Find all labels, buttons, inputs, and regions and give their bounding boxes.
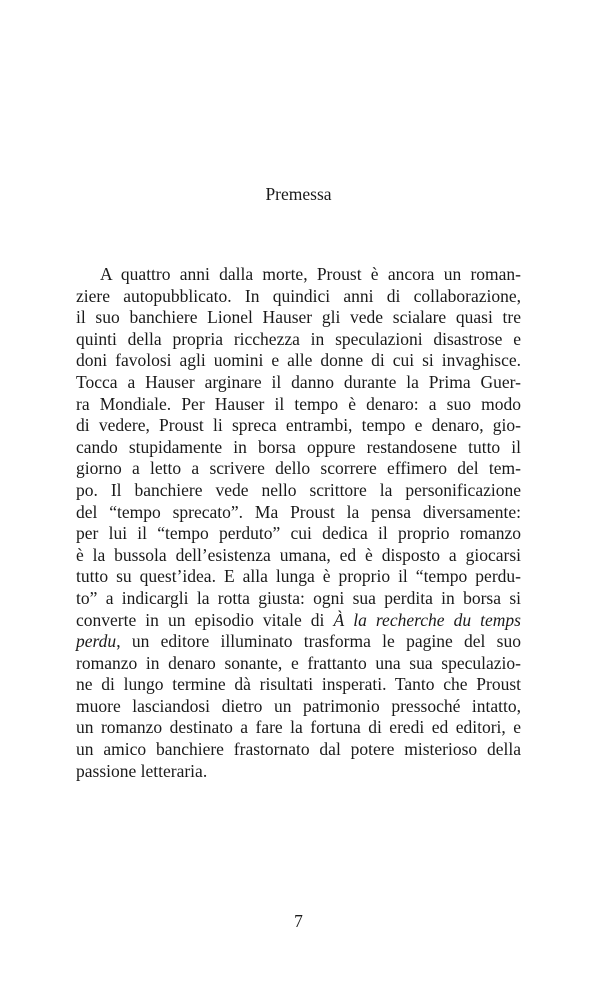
text-line: muore lasciandosi dietro un patrimonio pressoché intatto, (76, 695, 521, 716)
text-line: è la bussola dell’esistenza umana, ed è disposto a giocarsi (76, 544, 521, 565)
book-title-italic: À la recherche du temps (333, 609, 521, 630)
text-line: quinti della propria ricchezza in speculazioni disastrose e (76, 328, 521, 349)
text-line: Tocca a Hauser arginare il danno durante la Prima Guer- (76, 371, 521, 392)
text-line: del “tempo sprecato”. Ma Proust la pensa diversamente: (76, 501, 521, 522)
page-number: 7 (294, 911, 303, 931)
text-segment: converte in un episodio vitale di (76, 609, 334, 630)
text-line-with-title (76, 610, 521, 632)
text-segment: , un editore illuminato trasforma le pagine del suo (116, 631, 521, 652)
text-line: di vedere, Proust li spreca entrambi, tempo e denaro, gio- (76, 415, 521, 436)
text-line: giorno a letto a scrivere dello scorrere effimero del tem- (76, 458, 521, 479)
text-line: ne di lungo termine dà risultati insperati. Tanto che Proust (76, 674, 521, 695)
text-line: cando stupidamente in borsa oppure restandosene tutto il (76, 436, 521, 457)
text-line: passione letteraria. (76, 760, 208, 781)
text-line: A quattro anni dalla morte, Proust è ancora un roman- (100, 264, 521, 284)
text-line: ziere autopubblicato. In quindici anni di collaborazione, (76, 285, 521, 306)
text-line: po. Il banchiere vede nello scrittore la personificazione (76, 479, 521, 500)
text-line-with-title (76, 631, 521, 653)
body-paragraph (76, 264, 521, 782)
text-line: doni favolosi agli uomini e alle donne di cui si invaghisce. (76, 350, 521, 371)
text-line: ra Mondiale. Per Hauser il tempo è denaro: a suo modo (76, 393, 521, 414)
text-line: to” a indicargli la rotta giusta: ogni sua perdita in borsa si (76, 587, 521, 608)
text-line: un romanzo destinato a fare la fortuna di eredi ed editori, e (76, 717, 521, 738)
text-line: per lui il “tempo perduto” cui dedica il proprio romanzo (76, 523, 521, 544)
text-line: tutto su quest’idea. E alla lunga è proprio il “tempo perdu- (76, 566, 521, 587)
text-line: romanzo in denaro sonante, e frattanto una sua speculazio- (76, 652, 521, 673)
book-title-italic: perdu (76, 631, 117, 652)
text-line: il suo banchiere Lionel Hauser gli vede scialare quasi tre (76, 307, 521, 328)
page-title: Premessa (265, 184, 332, 204)
text-line: un amico banchiere frastornato dal potere misterioso della (76, 739, 521, 760)
